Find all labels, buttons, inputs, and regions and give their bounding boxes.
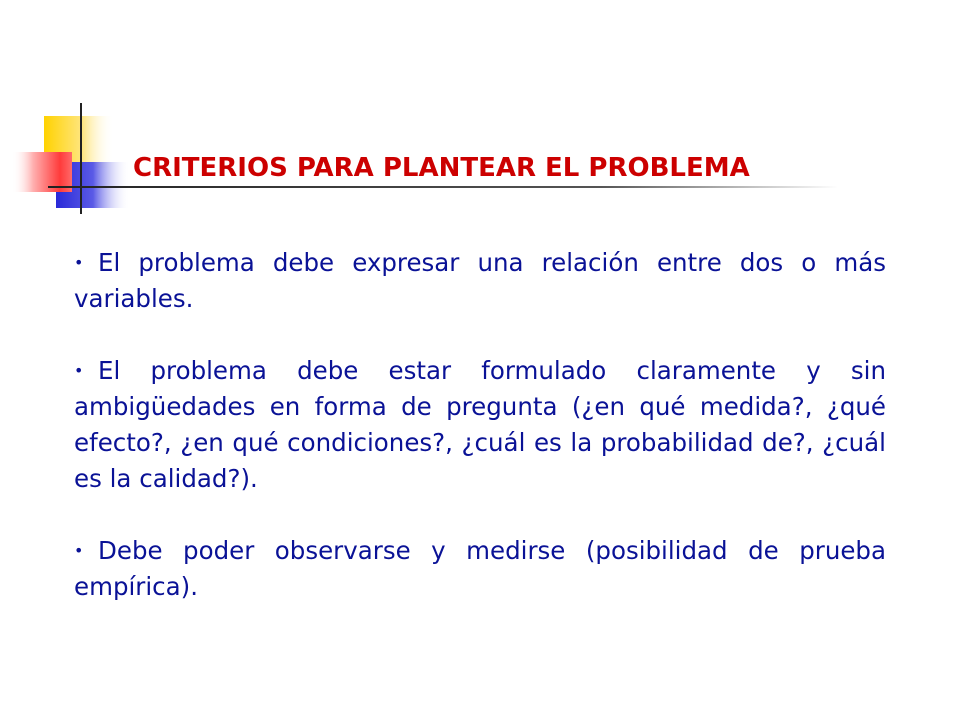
bullet-text: Debe poder observarse y medirse (posibilidad de prueba empírica). bbox=[74, 536, 886, 601]
bullet-text: El problema debe estar formulado claramente y sin ambigüedades en forma de pregunta (¿en qué medida?, ¿qué efecto?, ¿en qué condiciones?, ¿cuál es la probabilidad de?, ¿cuál es la calidad?). bbox=[74, 356, 886, 493]
bullet-icon: • bbox=[74, 253, 84, 272]
bullet-icon: • bbox=[74, 361, 84, 380]
bullet-list bbox=[74, 245, 886, 605]
bullet-icon: • bbox=[74, 541, 84, 560]
bullet-text: El problema debe expresar una relación entre dos o más variables. bbox=[74, 248, 886, 313]
bullet-item bbox=[74, 245, 886, 317]
decorative-squares-graphic bbox=[0, 0, 140, 230]
bullet-item bbox=[74, 353, 886, 497]
slide-title: CRITERIOS PARA PLANTEAR EL PROBLEMA bbox=[133, 153, 750, 183]
bullet-item bbox=[74, 533, 886, 605]
title-underline bbox=[48, 186, 838, 188]
